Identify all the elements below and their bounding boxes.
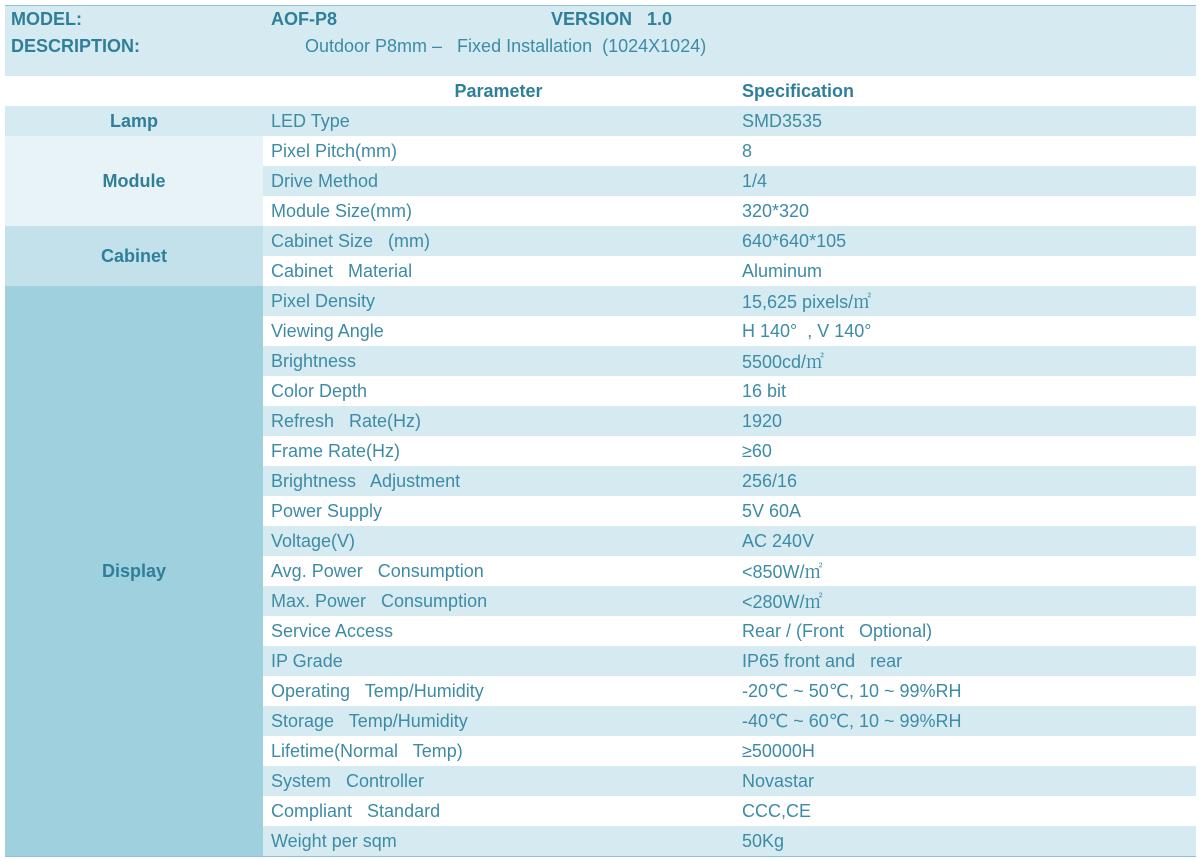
parameter-cell: Service Access — [263, 616, 734, 646]
parameter-cell: Color Depth — [263, 376, 734, 406]
category-display: Display — [5, 286, 263, 857]
parameter-cell: Avg. Power Consumption — [263, 556, 734, 586]
specification-cell: -40℃ ~ 60℃, 10 ~ 99%RH — [734, 706, 1196, 736]
parameter-cell: Pixel Pitch(mm) — [263, 136, 734, 166]
parameter-cell: Storage Temp/Humidity — [263, 706, 734, 736]
parameter-cell: Operating Temp/Humidity — [263, 676, 734, 706]
table-row — [5, 226, 1196, 256]
specification-cell: CCC,CE — [734, 796, 1196, 826]
parameter-cell: System Controller — [263, 766, 734, 796]
specification-column-header: Specification — [734, 76, 1196, 106]
specification-cell: Rear / (Front Optional) — [734, 616, 1196, 646]
specification-cell: ≥60 — [734, 436, 1196, 466]
parameter-cell: Max. Power Consumption — [263, 586, 734, 616]
parameter-cell: Weight per sqm — [263, 826, 734, 857]
specification-cell: 50Kg — [734, 826, 1196, 857]
parameter-cell: Brightness — [263, 346, 734, 376]
parameter-cell: Lifetime(Normal Temp) — [263, 736, 734, 766]
parameter-cell: IP Grade — [263, 646, 734, 676]
specification-cell: 16 bit — [734, 376, 1196, 406]
specification-cell: 8 — [734, 136, 1196, 166]
parameter-cell: Pixel Density — [263, 286, 734, 316]
category-module: Module — [5, 136, 263, 226]
table-row — [5, 106, 1196, 136]
specification-cell: <850W/㎡ — [734, 556, 1196, 586]
parameter-cell: Cabinet Size (mm) — [263, 226, 734, 256]
parameter-cell: Drive Method — [263, 166, 734, 196]
description-row — [5, 32, 1196, 66]
parameter-cell: LED Type — [263, 106, 734, 136]
parameter-cell: Compliant Standard — [263, 796, 734, 826]
model-value: AOF-P8 — [271, 8, 338, 29]
specification-cell: Aluminum — [734, 256, 1196, 286]
spec-sheet — [5, 5, 1196, 857]
specification-cell: H 140° , V 140° — [734, 316, 1196, 346]
parameter-cell: Brightness Adjustment — [263, 466, 734, 496]
description-label: DESCRIPTION: — [5, 32, 263, 66]
specification-cell: <280W/㎡ — [734, 586, 1196, 616]
specification-cell: 15,625 pixels/㎡ — [734, 286, 1196, 316]
spec-table — [5, 5, 1196, 857]
specification-cell: 5V 60A — [734, 496, 1196, 526]
model-info — [263, 6, 1196, 33]
header-spacer — [5, 66, 1196, 76]
description-value: Outdoor P8mm – Fixed Installation (1024X1024) — [263, 32, 1196, 66]
specification-cell: ≥50000H — [734, 736, 1196, 766]
parameter-cell: Cabinet Material — [263, 256, 734, 286]
category-cabinet: Cabinet — [5, 226, 263, 286]
specification-cell: AC 240V — [734, 526, 1196, 556]
specification-cell: 256/16 — [734, 466, 1196, 496]
column-header-row — [5, 76, 1196, 106]
model-label: MODEL: — [5, 6, 263, 33]
specification-cell: -20℃ ~ 50℃, 10 ~ 99%RH — [734, 676, 1196, 706]
specification-cell: Novastar — [734, 766, 1196, 796]
specification-cell: 5500cd/㎡ — [734, 346, 1196, 376]
specification-cell: IP65 front and rear — [734, 646, 1196, 676]
table-row — [5, 286, 1196, 316]
parameter-cell: Viewing Angle — [263, 316, 734, 346]
category-lamp: Lamp — [5, 106, 263, 136]
specification-cell: SMD3535 — [734, 106, 1196, 136]
parameter-cell: Module Size(mm) — [263, 196, 734, 226]
parameter-cell: Power Supply — [263, 496, 734, 526]
specification-cell: 1/4 — [734, 166, 1196, 196]
model-row — [5, 6, 1196, 33]
table-row — [5, 136, 1196, 166]
parameter-cell: Refresh Rate(Hz) — [263, 406, 734, 436]
parameter-cell: Voltage(V) — [263, 526, 734, 556]
specification-cell: 640*640*105 — [734, 226, 1196, 256]
specification-cell: 1920 — [734, 406, 1196, 436]
specification-cell: 320*320 — [734, 196, 1196, 226]
parameter-column-header: Parameter — [263, 76, 734, 106]
parameter-cell: Frame Rate(Hz) — [263, 436, 734, 466]
version-text: VERSION 1.0 — [551, 8, 673, 29]
